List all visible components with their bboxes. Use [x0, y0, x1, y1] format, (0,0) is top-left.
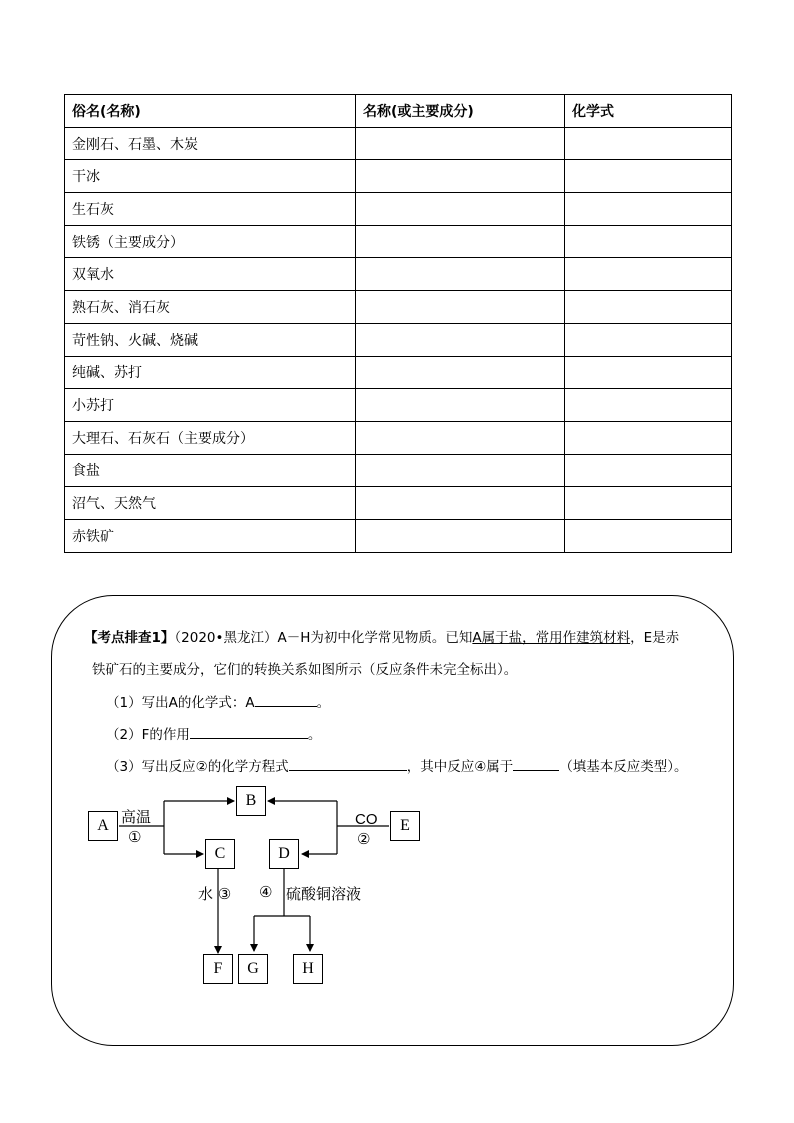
- reaction4-condition: 硫酸铜溶液: [286, 885, 362, 903]
- reaction1-number: ①: [128, 828, 142, 846]
- header-chemical-name: 名称(或主要成分): [356, 95, 565, 128]
- cell-common-name: 苛性钠、火碱、烧碱: [65, 323, 356, 356]
- subquestion-2: （2）F的作用 。: [106, 724, 321, 745]
- reaction4-number: ④: [259, 883, 273, 901]
- question-stem-line2: 铁矿石的主要成分，它们的转换关系如图所示（反应条件未完全标出）。: [92, 662, 518, 678]
- question-tag: 【考点排查1】: [84, 630, 175, 646]
- node-a: A: [88, 811, 118, 841]
- cell-common-name: 赤铁矿: [65, 519, 356, 552]
- cell-common-name: 金刚石、石墨、木炭: [65, 127, 356, 160]
- given-condition: A属于盐，常用作建筑材料: [472, 630, 631, 646]
- cell-common-name: 铁锈（主要成分）: [65, 225, 356, 258]
- node-e: E: [390, 811, 420, 841]
- header-common-name: 俗名(名称): [65, 95, 356, 128]
- node-h: H: [293, 954, 323, 984]
- cell-common-name: 纯碱、苏打: [65, 356, 356, 389]
- cell-common-name: 食盐: [65, 454, 356, 487]
- question-source: （2020•黑龙江）A－H为初中化学常见物质。已知: [174, 630, 473, 646]
- node-f: F: [203, 954, 233, 984]
- reaction2-condition: CO: [355, 811, 378, 828]
- node-b: B: [236, 786, 266, 816]
- node-c: C: [205, 839, 235, 869]
- subquestion-3: （3）写出反应②的化学方程式 ，其中反应④属于 （填基本反应类型）。: [106, 756, 688, 777]
- reaction2-number: ②: [357, 830, 371, 848]
- cell-common-name: 生石灰: [65, 193, 356, 226]
- reaction1-condition: 高温: [121, 808, 152, 826]
- cell-common-name: 双氧水: [65, 258, 356, 291]
- cell-common-name: 沼气、天然气: [65, 487, 356, 520]
- node-d: D: [269, 839, 299, 869]
- cell-common-name: 干冰: [65, 160, 356, 193]
- cell-common-name: 大理石、石灰石（主要成分）: [65, 421, 356, 454]
- cell-common-name: 熟石灰、消石灰: [65, 291, 356, 324]
- cell-common-name: 小苏打: [65, 389, 356, 422]
- reaction3-label: 水 ③: [198, 885, 232, 903]
- header-formula: 化学式: [565, 95, 732, 128]
- given-rest: ，E是赤: [630, 630, 680, 646]
- subquestion-1: （1）写出A的化学式：A 。: [106, 692, 330, 713]
- node-g: G: [238, 954, 268, 984]
